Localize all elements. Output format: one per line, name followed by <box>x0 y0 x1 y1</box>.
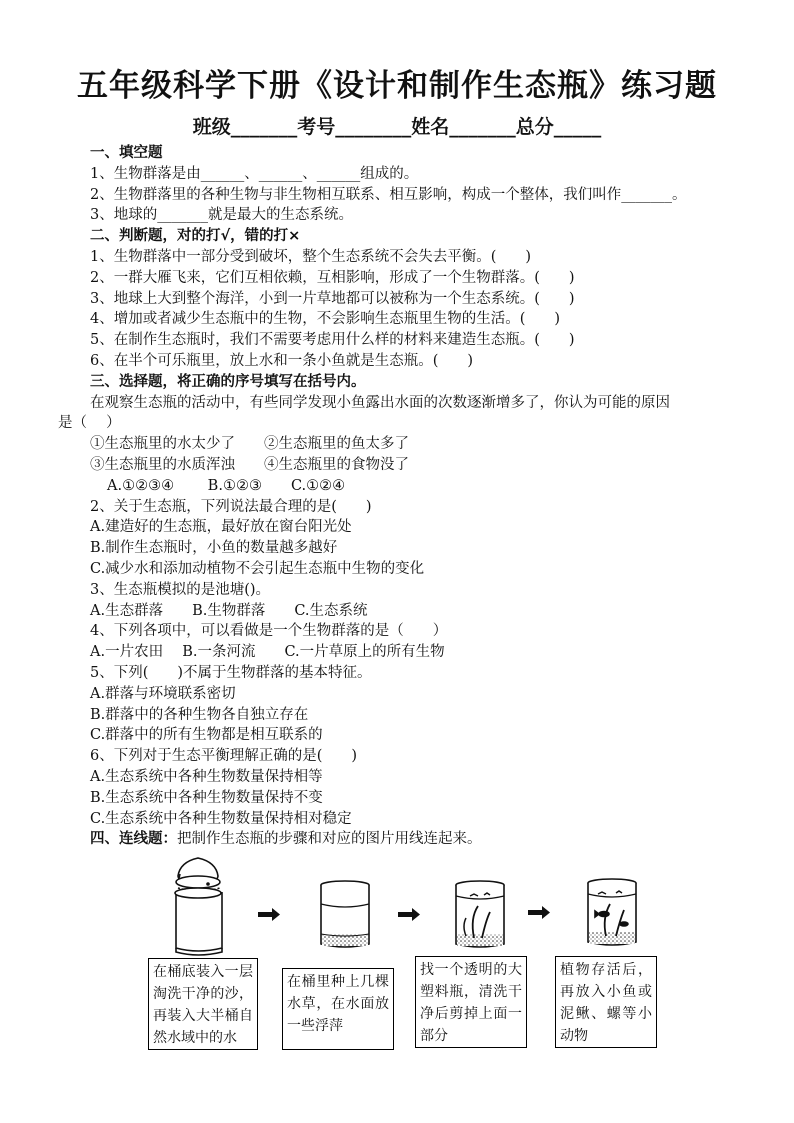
eco-bottle-figure <box>140 848 660 1060</box>
choice-q6-c: C.生态系统中各种生物数量保持相对稳定 <box>90 810 352 827</box>
arrow-icon <box>258 908 280 921</box>
choice-q3-stem: 3、生态瓶模拟的是池塘()。 <box>90 581 271 598</box>
section2-heading: 二、判断题，对的打√，错的打× <box>90 228 301 245</box>
choice-q1-answers: A.①②③④ B.①②③ C.①②④ <box>107 477 346 494</box>
choice-q3-answers: A.生态群落 B.生物群落 C.生态系统 <box>90 602 368 619</box>
choice-q2-stem: 2、关于生态瓶，下列说法最合理的是( ) <box>90 498 372 515</box>
choice-q1-options-b: ③生态瓶里的水质浑浊 ④生态瓶里的食物没了 <box>90 456 409 473</box>
fish-bottle-image <box>588 879 636 945</box>
judge-item-6: 6、在半个可乐瓶里，放上水和一条小鱼就是生态瓶。( ) <box>90 352 474 369</box>
choice-q2-a: A.建造好的生态瓶，最好放在窗台阳光处 <box>90 519 352 536</box>
section3-heading: 三、选择题，将正确的序号填写在括号内。 <box>90 373 366 390</box>
choice-q2-c: C.减少水和添加动植物不会引起生态瓶中生物的变化 <box>90 560 425 577</box>
section4-heading: 四、连线题： <box>90 831 177 848</box>
sand-water-bottle-image <box>321 881 369 947</box>
choice-q6-a: A.生态系统中各种生物数量保持相等 <box>90 768 323 785</box>
choice-q4-answers: A.一片农田 B.一条河流 C.一片草原上的所有生物 <box>90 644 445 661</box>
judge-item-2: 2、一群大雁飞来，它们互相依赖，互相影响，形成了一个生物群落。( ) <box>90 269 575 286</box>
section4-instruction: 把制作生态瓶的步骤和对应的图片用线连起来。 <box>177 831 482 848</box>
judge-item-4: 4、增加或者减少生态瓶中的生物，不会影响生态瓶里生物的生活。( ) <box>90 311 561 328</box>
worksheet-content <box>58 143 762 850</box>
choice-q5-c: C.群落中的所有生物都是相互联系的 <box>90 727 323 744</box>
judge-item-5: 5、在制作生态瓶时，我们不需要考虑用什么样的材料来建造生态瓶。( ) <box>90 332 575 349</box>
fill-blank-q2: 2、生物群落里的各种生物与非生物相互联系、相互影响，构成一个整体，我们叫作_______。 <box>90 186 687 203</box>
choice-q1-stem-cont: 是（ ） <box>58 415 121 432</box>
judge-item-3: 3、地球上大到整个海洋，小到一片草地都可以被称为一个生态系统。( ) <box>90 290 575 307</box>
plant-bottle-image <box>456 881 504 947</box>
choice-q1-options-a: ①生态瓶里的水太少了 ②生态瓶里的鱼太多了 <box>90 436 409 453</box>
choice-q5-stem: 5、下列( )不属于生物群落的基本特征。 <box>90 664 372 681</box>
section1-heading: 一、填空题 <box>90 145 163 161</box>
student-info-line: 班级_______考号________姓名_______总分_____ <box>192 116 602 138</box>
choice-q4-stem: 4、下列各项中，可以看做是一个生物群落的是（ ） <box>90 623 448 640</box>
section4-line <box>62 829 762 850</box>
choice-q1-stem: 在观察生态瓶的活动中，有些同学发现小鱼露出水面的次数逐渐增多了，你认为可能的原因 <box>90 394 670 411</box>
choice-q2-b: B.制作生态瓶时，小鱼的数量越多越好 <box>90 540 338 557</box>
judge-item-1: 1、生物群落中一部分受到破坏，整个生态系统不会失去平衡。( ) <box>90 248 532 265</box>
cut-bottle-image <box>175 858 222 955</box>
step-box-1: 在桶底装入一层淘洗干净的沙，再装入大半桶自然水域中的水 <box>148 958 258 1050</box>
fill-blank-q3: 3、地球的_______就是最大的生态系统。 <box>90 207 353 224</box>
choice-q6-b: B.生态系统中各种生物数量保持不变 <box>90 789 323 806</box>
step-box-2: 在桶里种上几棵水草，在水面放一些浮萍 <box>282 968 394 1050</box>
step-box-3: 找一个透明的大塑料瓶，清洗干净后剪掉上面一部分 <box>415 956 527 1048</box>
arrow-icon <box>528 906 550 919</box>
fill-blank-q1: 1、生物群落是由______、______、______组成的。 <box>90 165 419 182</box>
step-box-4: 植物存活后，再放入小鱼或泥鳅、螺等小动物 <box>555 956 657 1048</box>
choice-q5-a: A.群落与环境联系密切 <box>90 685 236 702</box>
page-title: 五年级科学下册《设计和制作生态瓶》练习题 <box>77 68 717 104</box>
arrow-icon <box>398 908 420 921</box>
choice-q6-stem: 6、下列对于生态平衡理解正确的是( ) <box>90 748 358 765</box>
choice-q5-b: B.群落中的各种生物各自独立存在 <box>90 706 309 723</box>
